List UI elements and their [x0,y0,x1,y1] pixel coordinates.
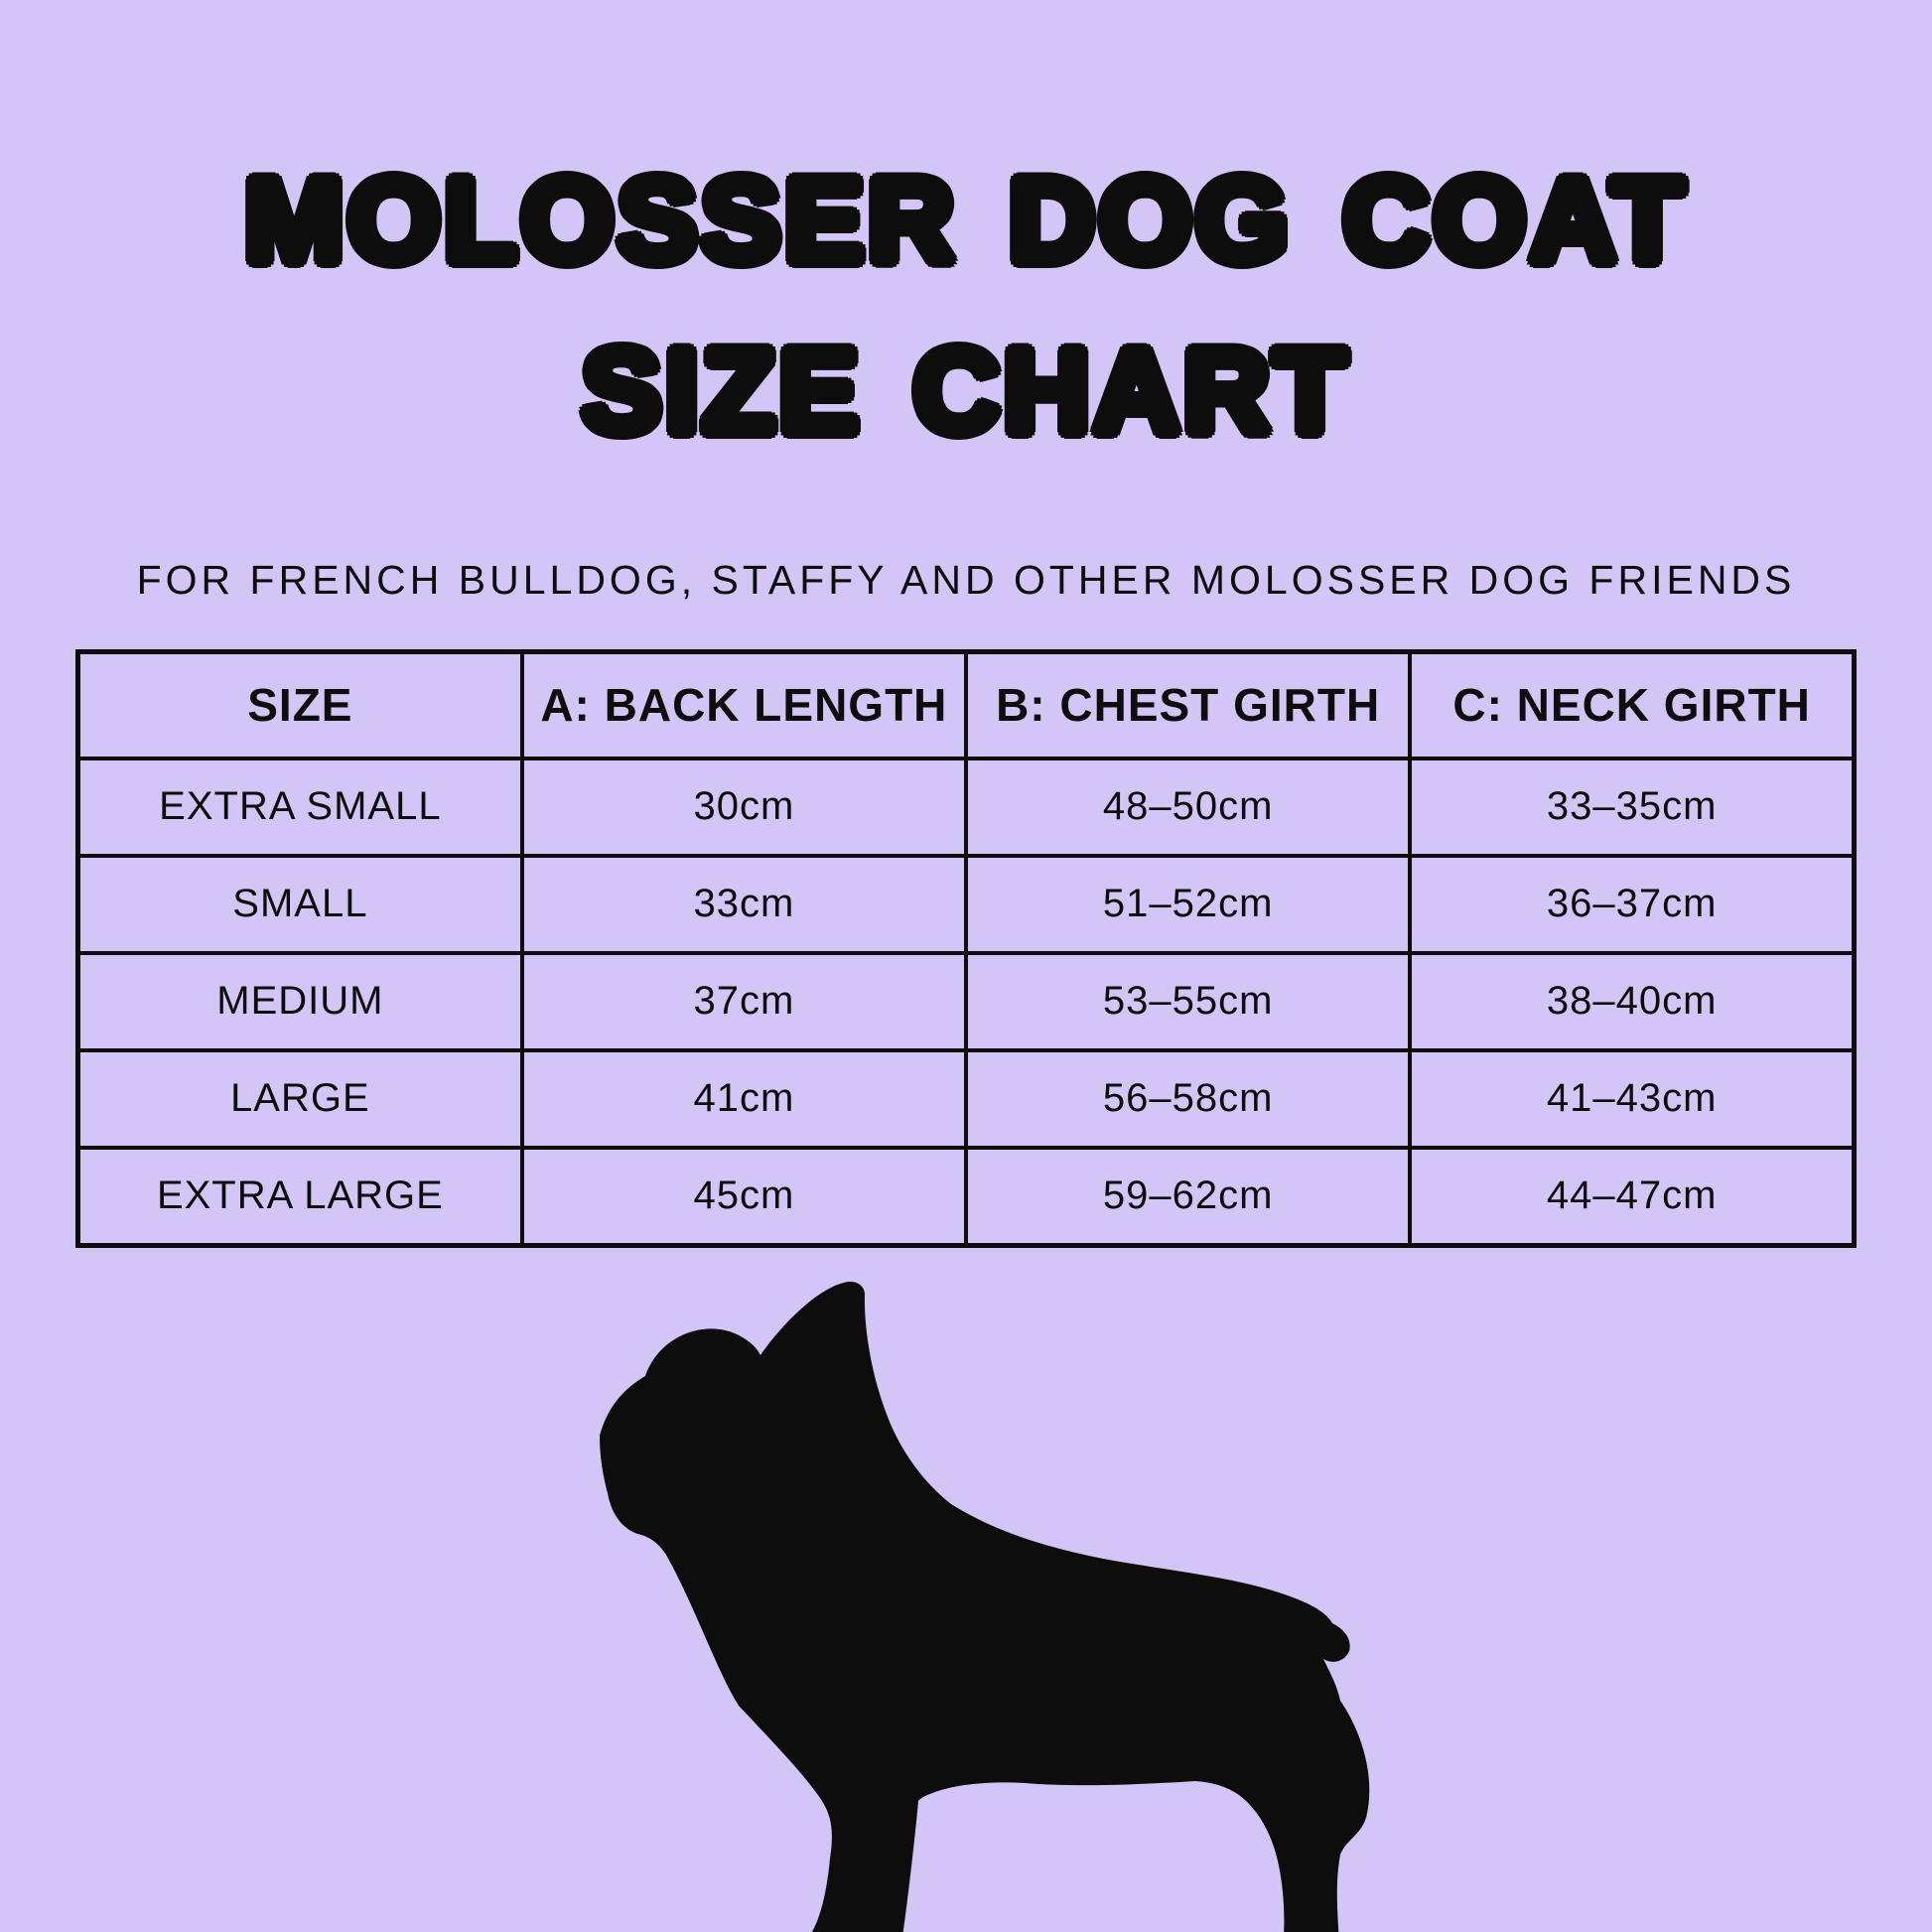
table-row [78,856,1855,953]
cell-chest-girth: 56–58cm [966,1050,1410,1148]
page-title [0,79,1932,477]
cell-back-length: 37cm [522,953,966,1050]
cell-size: EXTRA SMALL [78,759,522,856]
cell-chest-girth: 59–62cm [966,1148,1410,1246]
cell-neck-girth: 44–47cm [1410,1148,1854,1246]
cell-size: SMALL [78,856,522,953]
cell-chest-girth: 53–55cm [966,953,1410,1050]
table-row [78,1050,1855,1148]
title-line-2: SIZE CHART [582,325,1350,459]
french-bulldog-silhouette [589,1280,1415,1932]
cell-neck-girth: 36–37cm [1410,856,1854,953]
cell-back-length: 33cm [522,856,966,953]
page-subtitle: FOR FRENCH BULLDOG, STAFFY AND OTHER MOLOSSER DOG FRIENDS [136,556,1796,603]
cell-chest-girth: 48–50cm [966,759,1410,856]
cell-size: EXTRA LARGE [78,1148,522,1246]
cell-back-length: 45cm [522,1148,966,1246]
table-row [78,759,1855,856]
cell-size: LARGE [78,1050,522,1148]
cell-neck-girth: 33–35cm [1410,759,1854,856]
col-header-chest-girth: B: CHEST GIRTH [966,651,1410,759]
table-row [78,953,1855,1050]
size-table [75,649,1857,1248]
title-line-1: MOLOSSER DOG COAT [244,154,1688,288]
col-header-size: SIZE [78,651,522,759]
cell-neck-girth: 41–43cm [1410,1050,1854,1148]
cell-chest-girth: 51–52cm [966,856,1410,953]
table-row [78,1148,1855,1246]
cell-size: MEDIUM [78,953,522,1050]
cell-back-length: 30cm [522,759,966,856]
dog-body-path [600,1282,1369,1932]
col-header-back-length: A: BACK LENGTH [522,651,966,759]
cell-neck-girth: 38–40cm [1410,953,1854,1050]
cell-back-length: 41cm [522,1050,966,1148]
table-header-row [78,651,1855,759]
col-header-neck-girth: C: NECK GIRTH [1410,651,1854,759]
